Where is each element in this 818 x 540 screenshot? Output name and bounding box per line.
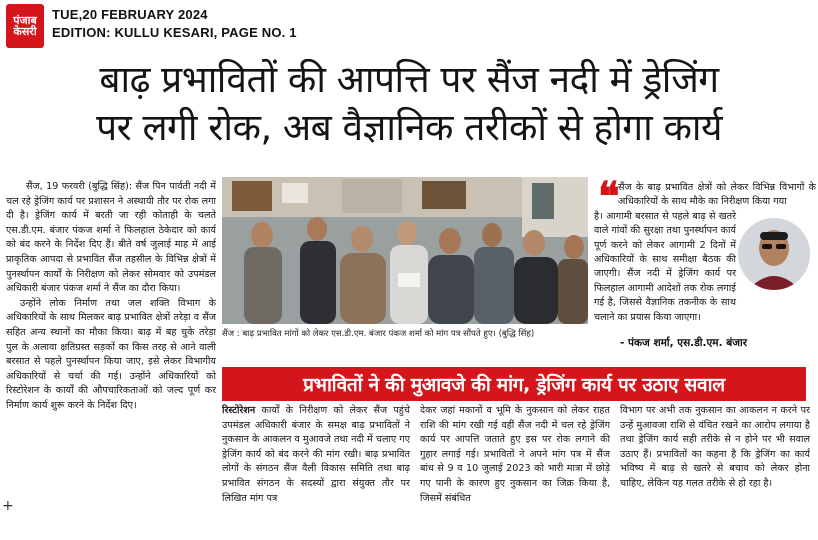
crop-mark-icon: + [2, 498, 14, 514]
photo-caption: सैंज : बाढ़ प्रभावित मांगों को लेकर एस.डी.एम. बंजार पंकज शर्मा को मांग पत्र सौंपते हुए। (बुद्धि सिंह) [222, 329, 535, 339]
lower-column-1 [222, 404, 410, 522]
lower-column-3 [620, 404, 810, 522]
quote-mark-icon: ❝ [598, 173, 620, 220]
quote-text-line-b: है। आगामी बरसात से पहले बाढ़ से खतरे वाले गांवों की सुरक्षा तथा पुनर्स्थापन कार्य पूर्ण करने को लेकर आगामी 2 दिनों में अधिकारियों के साथ समीक्षा बैठक की जाएगी। सैंज नदी में ड्रेजिंग कार्य पर फिलहाल आगामी आदेशों तक रोक लगाई गई है, जिससे वैज्ञानिक तकनीक के साथ चलाने का प्रयास किया जाएगा। [594, 210, 736, 323]
lower-column-2-text: देकर जहां मकानों व भूमि के नुकसान को लेकर राहत राशि की मांग रखी गई वहीं सैंज नदी में चल रहे ड्रेजिंग कार्य पर आपत्ति जताते हुए इस पर रोक लगाने की गुहार लगाई गई। प्रभावितों ने अपने मांग पत्र में सैंज बांध से 9 व 10 जुलाई 2023 को भारी मात्रा में छोड़े गए पानी के कारण हुए नुकसान का जिक्र किया है, जिसमें संबंधित [420, 405, 610, 504]
edition-info: EDITION: KULLU KESARI, PAGE NO. 1 [52, 25, 297, 40]
headline-line1: बाढ़ प्रभावितों की आपत्ति पर सैंज नदी में ड्रेजिंग [99, 58, 719, 101]
news-photo [222, 177, 588, 324]
left-article-column [6, 180, 216, 515]
newspaper-logo [6, 4, 44, 48]
lower-column-1-text: कार्यों के निरीक्षण को लेकर सैंज पहुंचे उपमंडल अधिकारी बंजार के समक्ष बाढ़ प्रभावितों ने नुकसान के आकलन व मुआवजे तथा नदी में चलाए गए ड्रेजिंग कार्य को बंद करने की मांग रखी। बाढ़ प्रभावित लोगों के संगठन सैंज वैली विकास समिति तथा बाढ़ प्रभावित संगठन के सदस्यों द्वारा संयुक्त तौर पर लिखित मांग पत्र [222, 405, 410, 504]
headline-line2: पर लगी रोक, अब वैज्ञानिक तरीकों से होगा कार्य [96, 106, 722, 149]
left-paragraph-1: सैंज, 19 फरवरी (बुद्धि सिंह): सैंज पिन पार्वती नदी में चल रहे ड्रेजिंग कार्य पर प्रशासन ने अस्थायी तौर पर रोक लगा दी है। ड्रेजिंग कार्य में बरती जा रही कोताही के चलते एस.डी.एम. बंजार पंकज शर्मा ने फिलहाल ठेकेदार को कार्य को बंद करने के निर्देश दिए हैं। बीते वर्ष जुलाई माह में आई प्राकृतिक आपदा से प्रभावित सैंज तहसील के विभिन्न क्षेत्रों में पुनर्स्थापन कार्यों के निरीक्षण को लेकर सोमवार को उपमंडल अधिकारी बंजार पंकज शर्मा ने सैंज का दौरा किया। [6, 181, 216, 295]
official-avatar [738, 218, 810, 290]
crowd-photo-illustration [222, 177, 588, 324]
logo-line1: पंजाब [13, 14, 37, 27]
subheading-banner: प्रभावितों ने की मुआवजे की मांग, ड्रेजिंग कार्य पर उठाए सवाल [222, 367, 806, 401]
lower-column-2 [420, 404, 610, 522]
official-portrait-illustration [738, 218, 810, 290]
quote-attribution: - पंकज शर्मा, एस.डी.एम. बंजार [620, 337, 748, 349]
lower-column-3-text: विभाग पर अभी तक नुकसान का आकलन न करने पर उन्हें मुआवजा राशि से वंचित रखने का आरोप लगाया है तथा ड्रेजिंग कार्य सही तरीके से न होने पर भी सवाल उठाए हैं। प्रभावितों का कहना है कि ड्रेजिंग का कार्य भविष्य में बाढ़ से खतरे से बचाव को लेकर होना चाहिए, लेकिन यह गलत तरीके से हो रहा है। [620, 405, 810, 489]
lower-column-1-lead: रिस्टोरेशन [222, 405, 256, 416]
left-paragraph-2: उन्होंने लोक निर्माण तथा जल शक्ति विभाग के अधिकारियों के साथ मिलकर बाढ़ प्रभावित क्षेत्रों तरेड़ा व सैंज सहित अन्य स्थानों का मौका किया। बाढ़ में बह चुके तरेड़ा पुल के अलावा क्षतिग्रस्त सड़कों का किस तरह से आने वाली बरसात से पहले पुनर्स्थापन किया जाए, इसे लेकर विभागीय अधिकारियों से चर्चा की गई। उन्होंने अधिकारियों को रिस्टोरेशन के कार्यों की औपचारिकताओं को जल्द पूर्ण कर निर्माण कार्य शुरू करने के निर्देश दिए। [6, 297, 216, 411]
quote-text-line-a: सैंज के बाढ़ प्रभावित क्षेत्रों को लेकर विभिन्न विभागों के अधिकारियों के साथ मौके का निरीक्षण किया गया [618, 182, 816, 208]
logo-line2: केसरी [13, 25, 37, 38]
publication-date: TUE,20 FEBRUARY 2024 [52, 7, 208, 22]
